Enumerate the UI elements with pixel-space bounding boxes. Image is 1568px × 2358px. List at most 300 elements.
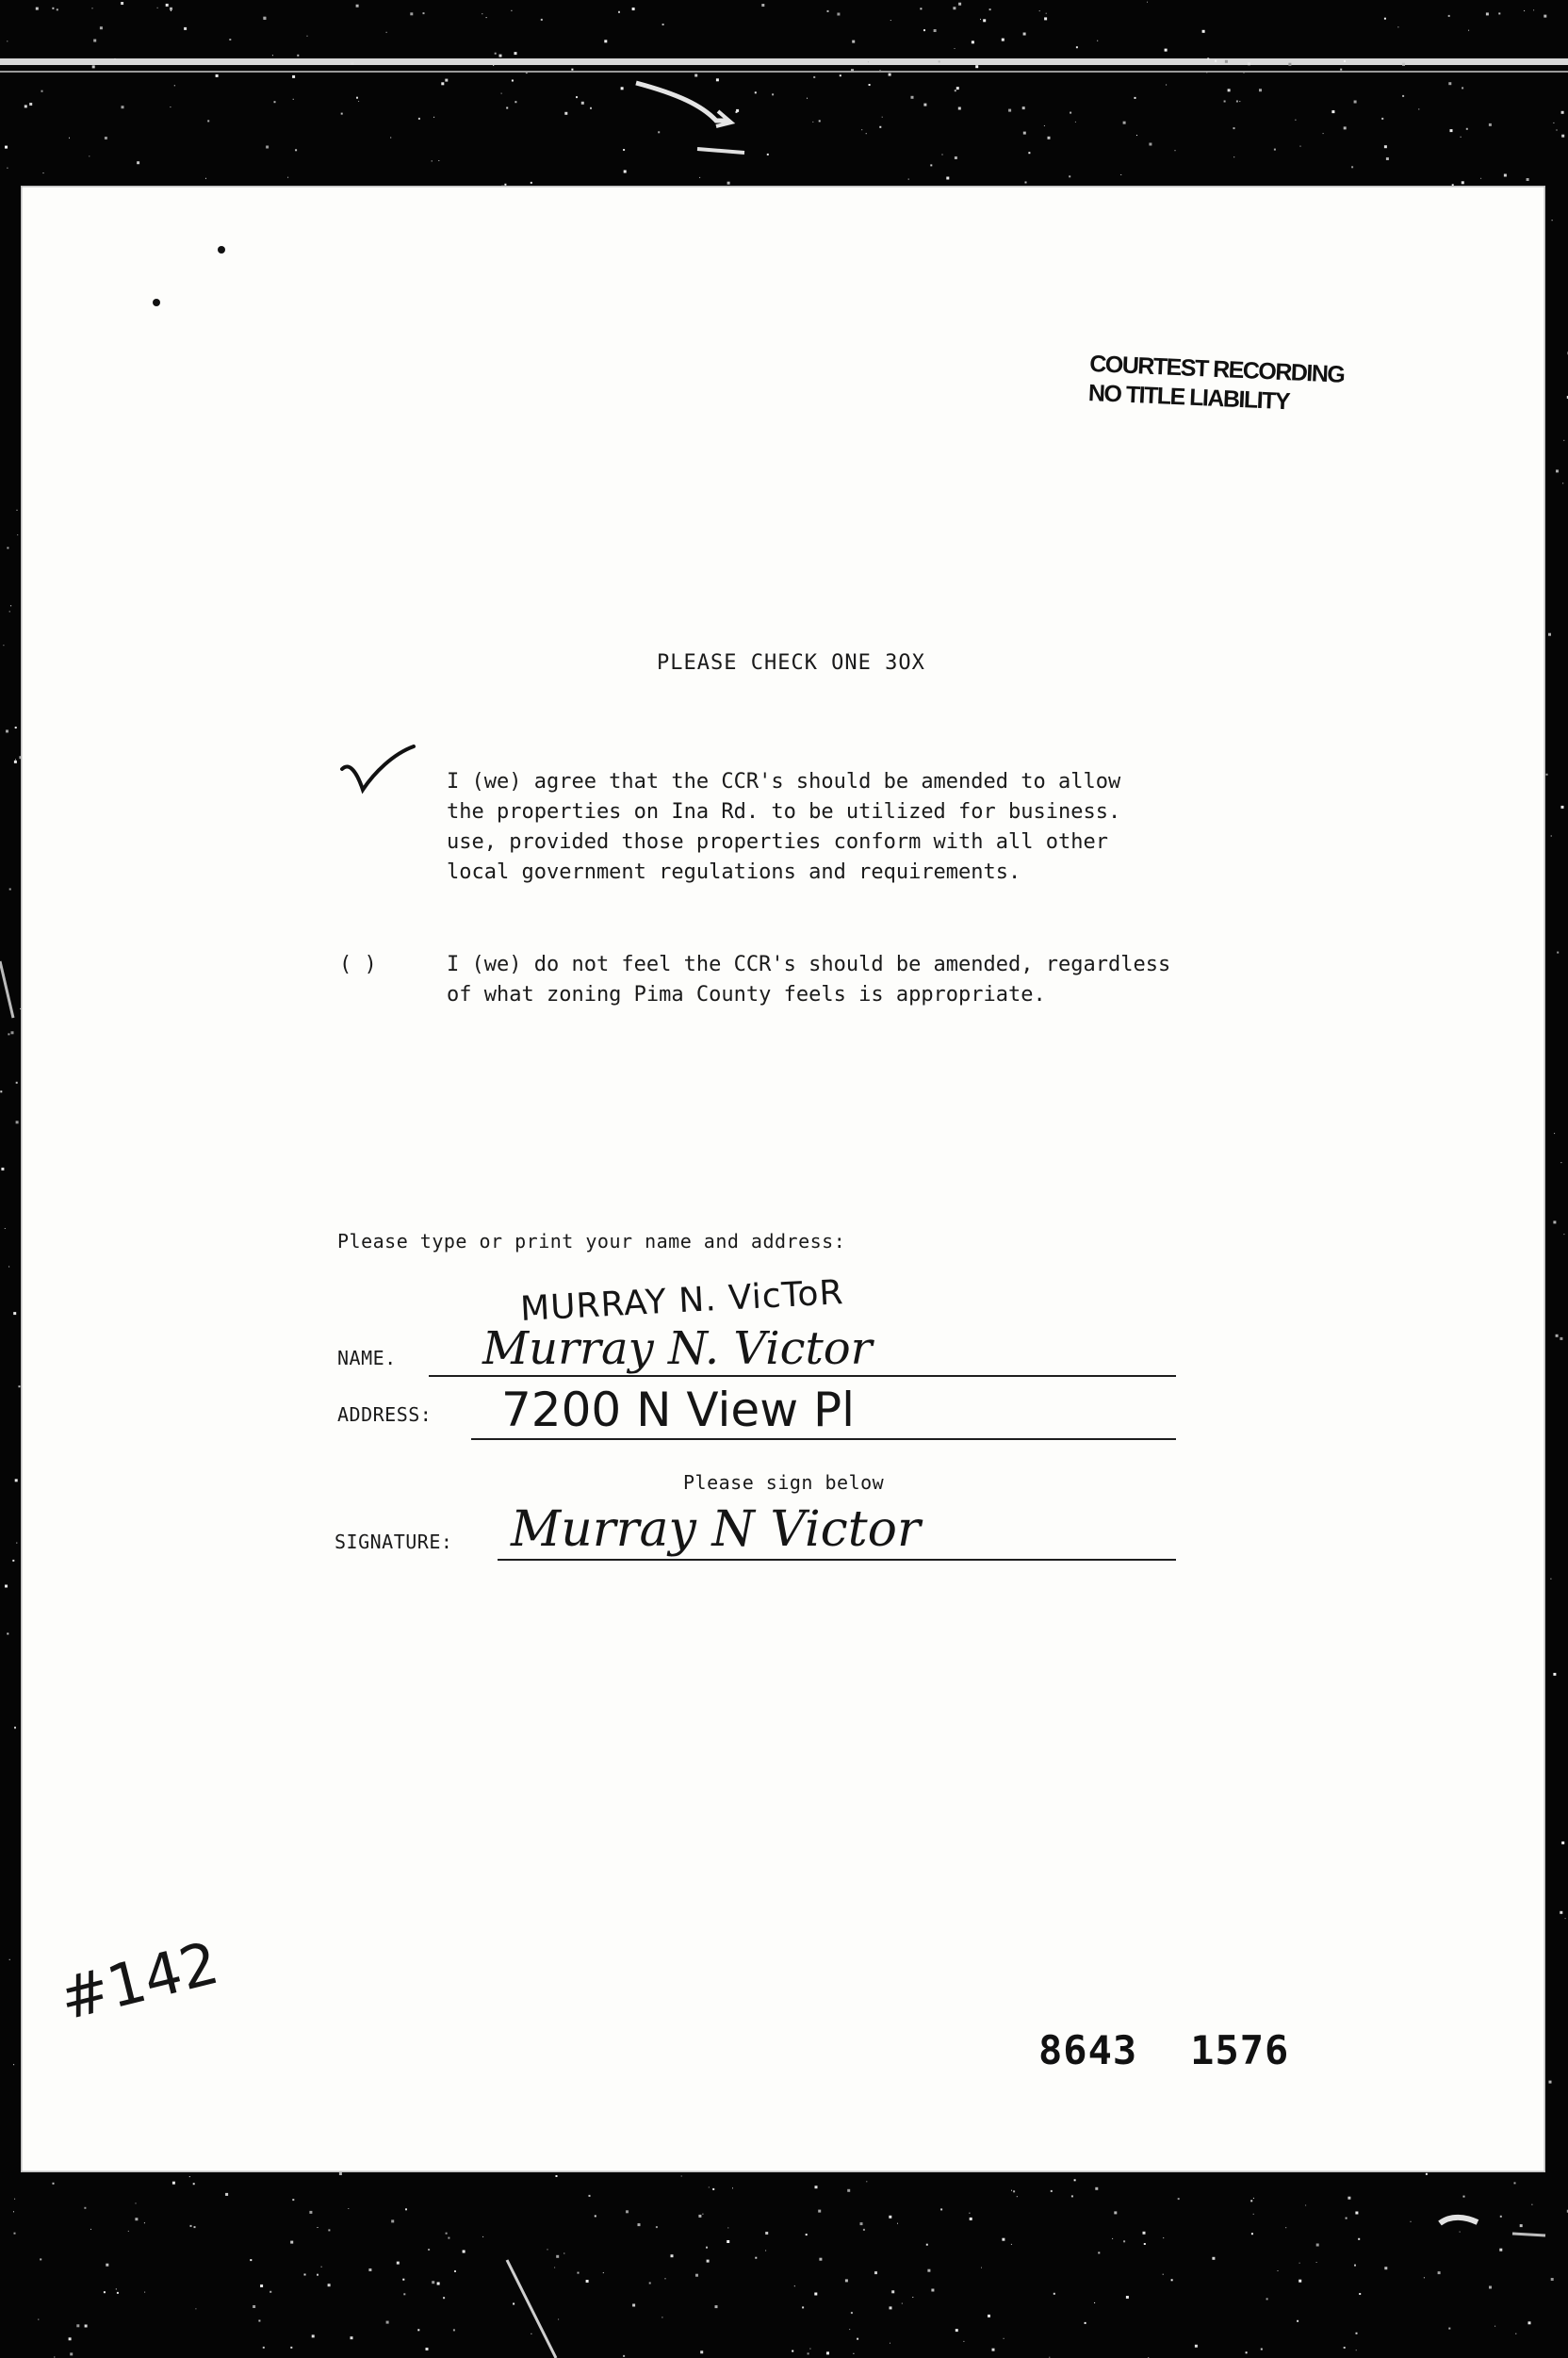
scan-speck	[1448, 2328, 1450, 2330]
scan-speck	[15, 760, 16, 761]
scan-speck	[304, 2274, 306, 2276]
scan-speck	[755, 2257, 757, 2259]
scan-speck	[866, 2181, 867, 2182]
scan-speck	[889, 2216, 891, 2219]
scan-speck	[586, 2280, 589, 2283]
scan-speck	[105, 137, 107, 139]
scan-speck	[695, 2274, 698, 2277]
scan-speck	[1028, 152, 1030, 154]
scan-speck	[1144, 2243, 1146, 2245]
name-line	[429, 1375, 1176, 1377]
scan-speck	[861, 129, 862, 130]
scan-speck	[386, 32, 387, 33]
scan-speck	[1384, 145, 1387, 148]
printed-name-handwriting: MURRAY N. VicToR	[519, 1273, 845, 1329]
scan-speck	[662, 24, 664, 25]
scan-speck	[911, 96, 914, 99]
scan-speck	[1316, 2262, 1317, 2263]
scan-speck	[297, 55, 299, 57]
scan-speck	[128, 2231, 129, 2232]
scan-speck	[1563, 1234, 1564, 1235]
scan-speck	[808, 2352, 809, 2354]
scan-speck	[1070, 112, 1071, 114]
scan-speck	[136, 2202, 137, 2203]
scan-speck	[121, 2, 123, 5]
scan-speck	[1553, 1673, 1556, 1676]
scan-speck	[122, 106, 124, 108]
scan-speck	[194, 2226, 196, 2228]
scan-speck	[9, 1959, 10, 1960]
scan-speck	[260, 2284, 263, 2287]
scan-speck	[10, 605, 11, 606]
scan-speck	[290, 2241, 293, 2244]
scan-speck	[441, 82, 444, 85]
scan-speck	[1548, 633, 1551, 636]
scan-speck	[1418, 108, 1419, 109]
scan-speck	[84, 2207, 86, 2209]
scan-speck	[174, 85, 175, 86]
scan-speck	[356, 5, 359, 8]
scan-speck	[1175, 150, 1176, 151]
scan-speck	[117, 2292, 119, 2294]
scan-speck	[681, 2176, 682, 2177]
scan-speck	[266, 146, 269, 149]
scan-speck	[8, 1267, 9, 1268]
scan-speck	[1239, 101, 1240, 102]
handwritten-annotation: #142	[53, 1927, 225, 2034]
scan-speck	[638, 2223, 641, 2226]
scan-speck	[975, 65, 978, 68]
scan-speck	[564, 112, 567, 115]
scan-speck	[495, 53, 497, 55]
scan-speck	[1514, 2182, 1516, 2184]
scan-speck	[1462, 181, 1464, 184]
scan-speck	[1044, 17, 1047, 20]
scan-speck	[1123, 122, 1126, 124]
scan-speck	[969, 2213, 970, 2214]
scan-speck	[511, 10, 512, 11]
scan-speck	[402, 2279, 404, 2281]
scan-speck	[1331, 110, 1334, 113]
scan-speck	[963, 2341, 964, 2342]
scan-speck	[869, 84, 871, 86]
scan-speck	[1560, 1162, 1561, 1163]
scan-speck	[328, 2284, 331, 2286]
scan-speck	[1438, 2271, 1441, 2274]
scan-speck	[558, 2319, 559, 2320]
scan-speck	[1468, 30, 1469, 31]
scan-speck	[1448, 82, 1451, 85]
scan-speck	[658, 131, 660, 133]
scan-speck	[623, 149, 625, 151]
scan-speck	[1224, 101, 1226, 103]
scan-speck	[1356, 2333, 1358, 2334]
scan-speck	[1486, 12, 1489, 15]
scan-speck	[272, 55, 273, 56]
scan-speck	[1323, 133, 1324, 134]
scan-speck	[69, 2337, 72, 2340]
scan-speck	[880, 70, 881, 71]
scan-speck	[727, 2240, 729, 2243]
scan-speck	[879, 126, 881, 128]
scan-speck	[339, 2172, 342, 2175]
scan-speck	[321, 2267, 322, 2268]
scan-speck	[501, 93, 502, 94]
scan-speck	[207, 120, 209, 122]
scan-speck	[506, 107, 508, 109]
option-disagree-text	[447, 950, 1170, 1010]
scan-speck	[547, 2249, 548, 2250]
scan-speck	[1250, 2200, 1252, 2202]
scan-speck	[264, 17, 267, 20]
scan-speck	[1002, 2238, 1004, 2241]
scan-speck	[54, 2357, 55, 2358]
scan-speck	[1178, 2198, 1180, 2200]
scan-speck	[940, 2208, 942, 2210]
courtesy-recording-stamp	[1087, 350, 1345, 419]
scan-speck	[882, 117, 883, 118]
scan-speck	[1, 1168, 4, 1171]
scan-speck	[428, 2249, 430, 2251]
scan-speck	[1461, 137, 1462, 138]
scan-speck	[293, 99, 294, 100]
scan-speck	[1046, 13, 1047, 14]
scan-speck	[356, 97, 358, 99]
scan-speck	[1462, 87, 1463, 89]
scan-speck	[845, 2279, 848, 2282]
scan-speck	[493, 65, 494, 66]
scan-speck	[69, 138, 70, 139]
scan-speck	[1348, 2197, 1350, 2200]
scan-speck	[736, 111, 738, 113]
scan-speck	[423, 12, 425, 14]
scan-speck	[486, 17, 487, 18]
scan-speck	[7, 168, 8, 169]
recording-number	[1038, 2027, 1289, 2073]
scan-speck	[351, 62, 354, 65]
address-label: ADDRESS:	[337, 1403, 433, 1426]
scan-speck	[707, 2260, 710, 2263]
scan-speck	[874, 2271, 877, 2274]
scan-speck	[1411, 2221, 1412, 2222]
scan-speck	[16, 1543, 17, 1544]
scan-speck	[1316, 2244, 1319, 2247]
scan-speck	[578, 2272, 580, 2274]
scan-speck	[1563, 440, 1564, 441]
scan-speck	[1149, 143, 1152, 146]
scan-speck	[1206, 72, 1207, 73]
scan-speck	[989, 8, 991, 10]
scan-speck	[1498, 12, 1500, 14]
scan-speck	[1340, 69, 1342, 71]
scan-speck	[1233, 156, 1234, 157]
scan-speck	[463, 2251, 466, 2253]
scan-speck	[1136, 135, 1137, 136]
scan-speck	[1300, 146, 1301, 147]
scan-speck	[390, 138, 391, 139]
scan-speck	[144, 2292, 145, 2293]
scan-speck	[1554, 1133, 1555, 1134]
scan-speck	[765, 2232, 768, 2235]
scan-speck	[453, 2329, 455, 2331]
scan-speck	[953, 7, 956, 9]
option-disagree-line-2: of what zoning Pima County feels is appropriate.	[447, 983, 1046, 1007]
scan-speck	[368, 2268, 371, 2271]
scan-speck	[312, 2334, 315, 2337]
scan-speck	[1044, 125, 1045, 126]
scan-speck	[1253, 2214, 1254, 2215]
scan-speck	[1025, 182, 1027, 184]
scan-speck	[1386, 157, 1389, 160]
scan-speck	[556, 2175, 558, 2177]
scan-speck	[115, 58, 116, 59]
scan-speck	[755, 91, 757, 93]
scan-speck	[1126, 2296, 1129, 2299]
scan-speck	[1261, 2349, 1263, 2350]
scan-speck	[1524, 10, 1525, 11]
scan-speck	[290, 2347, 292, 2349]
scan-speck	[809, 2349, 810, 2350]
scan-speck	[958, 107, 961, 110]
form-paper	[21, 186, 1545, 2172]
scan-speck	[1075, 122, 1076, 123]
scan-speck	[1285, 2227, 1286, 2228]
scan-speck	[274, 101, 276, 103]
scan-speck	[351, 2336, 353, 2339]
scan-speck	[52, 8, 54, 9]
scan-speck	[438, 160, 439, 161]
scan-speck	[287, 177, 288, 178]
handwritten-check-mark	[336, 745, 421, 803]
option-agree-line-3: use, provided those properties conform with all other	[447, 830, 1108, 854]
scan-speck	[1551, 836, 1552, 837]
scan-speck	[923, 29, 925, 31]
scan-speck	[1166, 85, 1167, 86]
scan-speck	[1397, 26, 1398, 27]
scan-speck	[1278, 2270, 1279, 2271]
scan-speck	[992, 2349, 995, 2351]
scan-speck	[849, 2329, 850, 2330]
scan-speck	[1244, 73, 1245, 74]
scan-speck	[920, 8, 922, 9]
address-line	[471, 1438, 1176, 1440]
address-value: 7200 N View Pl	[501, 1383, 856, 1437]
scan-speck	[7, 1633, 8, 1635]
scan-speck	[1114, 2211, 1117, 2214]
scan-speck	[512, 80, 514, 82]
scan-speck	[1048, 137, 1051, 139]
scan-speck	[694, 74, 697, 77]
scan-speck	[955, 48, 956, 49]
scan-speck	[1528, 2321, 1531, 2324]
scan-speck	[1527, 178, 1529, 181]
scan-speck	[1069, 175, 1070, 177]
scan-speck	[972, 41, 974, 43]
scan-speck	[698, 2215, 701, 2218]
scan-speck	[632, 2304, 635, 2307]
scan-speck	[137, 161, 139, 164]
scan-speck	[595, 2215, 596, 2217]
scan-speck	[1274, 149, 1276, 151]
page-number: 1576	[1190, 2027, 1290, 2073]
scan-speck	[1299, 2263, 1300, 2264]
scan-speck	[443, 2297, 445, 2299]
scan-speck	[445, 79, 448, 82]
scan-speck	[17, 510, 18, 511]
scan-speck	[1071, 2195, 1073, 2197]
option-agree-line-1: I (we) agree that the CCR's should be amended to allow	[447, 770, 1121, 794]
scan-speck	[1344, 60, 1346, 62]
scan-speck	[1565, 1918, 1566, 1919]
scan-speck	[772, 93, 774, 95]
scan-speck	[897, 2223, 898, 2224]
scan-speck	[170, 106, 171, 107]
scan-speck	[193, 2183, 195, 2185]
docket-number: 8643	[1038, 2027, 1138, 2073]
scan-speck	[626, 2210, 629, 2213]
scan-speck	[1165, 49, 1168, 52]
scan-speck	[1251, 2233, 1253, 2235]
sign-instruction: Please sign below	[683, 1471, 885, 1494]
signature-value: Murray N Victor	[511, 1501, 921, 1558]
option-agree-line-4: local government regulations and requirements.	[447, 860, 1021, 884]
scan-speck	[448, 2237, 449, 2239]
scan-speck	[926, 2244, 928, 2246]
scan-speck	[1550, 1579, 1551, 1580]
scan-speck	[426, 2348, 429, 2350]
name-label: NAME.	[337, 1347, 397, 1369]
scan-speck	[85, 2325, 88, 2328]
scan-speck	[7, 547, 8, 549]
scan-speck	[36, 8, 39, 10]
option-agree-line-2: the properties on Ina Rd. to be utilized for business.	[447, 800, 1121, 824]
scan-speck	[939, 60, 940, 62]
paper-edge-grain	[21, 186, 1545, 2172]
scan-speck	[621, 87, 624, 90]
scan-speck	[868, 61, 869, 62]
signature-line	[498, 1559, 1176, 1561]
scan-speck	[482, 2236, 483, 2237]
scan-speck	[727, 182, 730, 185]
scan-speck	[229, 39, 231, 41]
scan-speck	[988, 2315, 990, 2317]
scan-speck	[716, 78, 719, 81]
scan-speck	[1553, 1220, 1556, 1223]
scan-speck	[541, 19, 543, 21]
scan-speck	[14, 761, 17, 763]
scan-speck	[76, 2324, 79, 2327]
scan-speck	[14, 1727, 16, 1728]
name-value: Murray N. Victor	[482, 1322, 873, 1375]
scan-speck	[1011, 2190, 1012, 2191]
scan-speck	[571, 69, 573, 71]
scan-speck	[923, 104, 926, 106]
scan-speck	[13, 1312, 16, 1315]
scan-speck	[1246, 2351, 1248, 2353]
scan-speck	[624, 171, 627, 173]
scan-speck	[100, 26, 103, 29]
scan-speck	[1448, 15, 1450, 17]
scan-speck	[514, 52, 517, 55]
scan-speck	[216, 74, 219, 77]
scan-speck	[576, 96, 578, 98]
scan-speck	[1215, 60, 1217, 62]
scan-speck	[263, 2347, 265, 2349]
scan-speck	[418, 118, 420, 120]
scan-speck	[955, 90, 956, 91]
scan-speck	[863, 2229, 865, 2231]
scan-speck	[225, 2193, 228, 2196]
scan-speck	[1344, 126, 1347, 129]
option-disagree-line-1: I (we) do not feel the CCR's should be amended, regardless	[447, 953, 1171, 976]
scan-speck	[1344, 2347, 1346, 2349]
scan-speck	[813, 76, 815, 78]
scan-speck	[1402, 95, 1404, 97]
scan-speck	[590, 107, 592, 109]
scan-speck	[13, 2064, 14, 2065]
scan-speck	[1163, 2274, 1164, 2275]
scan-speck	[1546, 774, 1548, 776]
scan-speck	[706, 2247, 708, 2249]
scan-speck	[1147, 2, 1148, 3]
scan-speck	[1143, 2232, 1146, 2235]
scan-speck	[837, 13, 840, 16]
scan-speck	[665, 2278, 666, 2279]
scan-speck	[1544, 15, 1546, 18]
scan-speck	[1233, 127, 1235, 129]
scan-speck	[1054, 2293, 1055, 2295]
scan-speck	[1358, 2238, 1360, 2240]
scan-speck	[851, 2312, 853, 2314]
scan-speck	[890, 20, 891, 21]
scan-speck	[1560, 1337, 1562, 1340]
scan-speck	[38, 2319, 39, 2320]
scan-speck	[802, 2306, 804, 2308]
scan-speck	[1259, 89, 1262, 91]
scan-speck	[1504, 174, 1507, 177]
scan-speck	[1499, 2249, 1502, 2252]
scan-speck	[702, 2214, 703, 2215]
scan-speck	[1095, 2187, 1098, 2190]
scan-speck	[1549, 2081, 1552, 2084]
scan-speck	[603, 2272, 604, 2273]
scan-speck	[1017, 2196, 1018, 2197]
scan-speck	[767, 154, 769, 156]
scan-speck	[649, 2283, 651, 2284]
scan-speck	[1354, 101, 1357, 104]
scan-speck	[709, 2186, 710, 2187]
scan-speck	[1381, 118, 1383, 120]
signature-label: SIGNATURE:	[335, 1531, 453, 1553]
scan-speck	[40, 2258, 41, 2260]
scan-speck	[623, 2355, 625, 2357]
scan-speck	[1384, 2267, 1387, 2269]
scan-speck	[1011, 2244, 1012, 2245]
scan-speck	[410, 12, 413, 15]
scan-speck	[5, 146, 8, 149]
scan-speck	[1359, 2293, 1361, 2295]
scan-speck	[970, 2218, 972, 2220]
scan-speck	[727, 2227, 728, 2228]
scan-speck	[931, 2289, 934, 2292]
scan-speck	[1013, 2190, 1015, 2192]
scan-speck	[16, 1082, 18, 1084]
scan-speck	[417, 2329, 419, 2331]
scan-speck	[1094, 2302, 1095, 2303]
scan-speck	[1450, 129, 1453, 132]
scan-speck	[1424, 2277, 1425, 2278]
scan-speck	[403, 2293, 405, 2295]
